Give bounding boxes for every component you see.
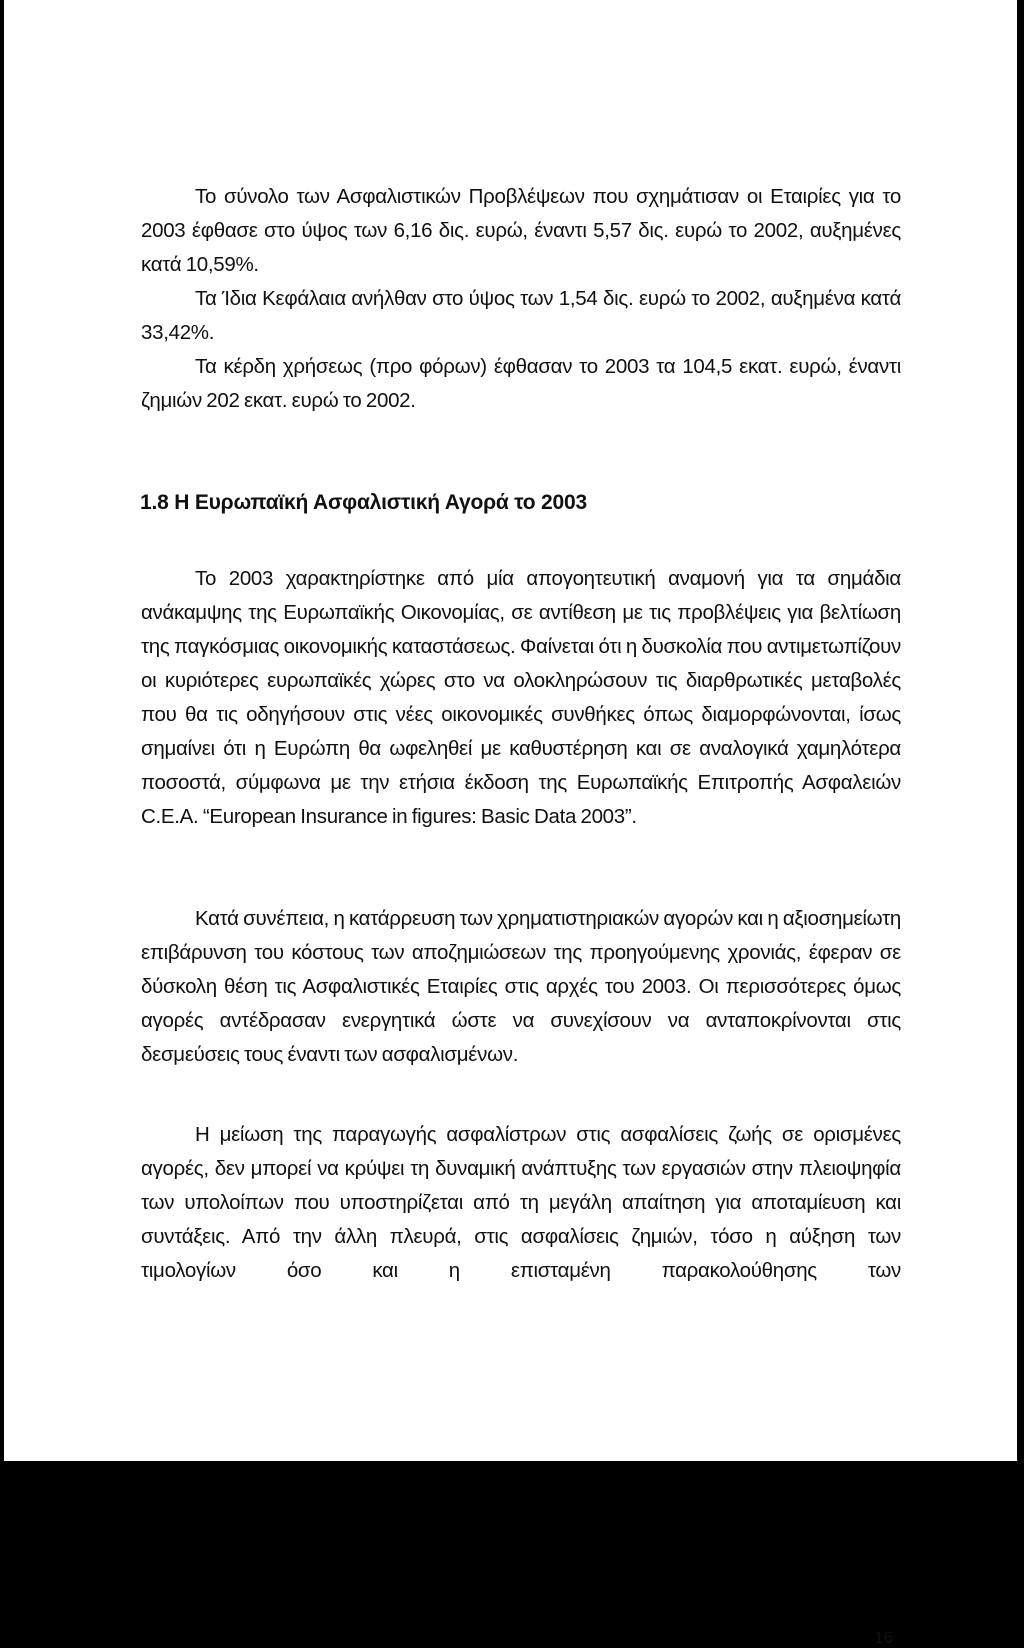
intro-block [141, 180, 901, 418]
section-paragraph-european-economy: Το 2003 χαρακτηρίστηκε από μία απογοητευτική αναμονή για τα σημάδια ανάκαμψης της Ευρωπαϊκής Οικονομίας, σε αντίθεση με τις προβλέψεις για βελτίωση της παγκόσμιας οικονομικής καταστάσεως. Φαίνεται ότι η δυσκολία που αντιμετωπίζουν οι κυριότερες ευρωπαϊκές χώρες στο να ολοκληρώσουν τις διαρθρωτικές μεταβολές που θα τις οδηγήσουν στις νέες οικονομικές συνθήκες όπως διαμορφώνονται, ίσως σημαίνει ότι η Ευρώπη θα ωφεληθεί με καθυστέρηση και σε αναλογικά χαμηλότερα ποσοστά, σύμφωνα με την ετήσια έκδοση της Ευρωπαϊκής Επιτροπής Ασφαλειών C.E.A. “European Insurance in figures: Basic Data 2003”. [141, 567, 901, 828]
section-heading: 1.8 Η Ευρωπαϊκή Ασφαλιστική Αγορά το 2003 [140, 491, 587, 514]
section-paragraph-3-block [141, 1118, 901, 1288]
document-page [4, 0, 1017, 1647]
section-paragraph-1-block [141, 562, 901, 834]
intro-paragraph-profits: Τα κέρδη χρήσεως (προ φόρων) έφθασαν το 2003 τα 104,5 εκατ. ευρώ, έναντι ζημιών 202 εκατ. ευρώ το 2002. [141, 355, 901, 412]
intro-paragraph-provisions: Το σύνολο των Ασφαλιστικών Προβλέψεων που σχημάτισαν οι Εταιρίες για το 2003 έφθασε στο ύψος των 6,16 δις. ευρώ, έναντι 5,57 δις. ευρώ το 2002, αυξημένες κατά 10,59%. [141, 185, 901, 276]
section-paragraph-life-insurance: Η μείωση της παραγωγής ασφαλίστρων στις ασφαλίσεις ζωής σε ορισμένες αγορές, δεν μπορεί να κρύψει τη δυναμική ανάπτυξης των εργασιών στην πλειοψηφία των υπολοίπων που υποστηρίζεται από τη μεγάλη απαίτηση για αποταμίευση και συντάξεις. Από την άλλη πλευρά, στις ασφαλίσεις ζημιών, τόσο η αύξηση των τιμολογίων όσο και η επισταμένη παρακολούθησης των [141, 1123, 901, 1282]
section-paragraph-market-collapse: Κατά συνέπεια, η κατάρρευση των χρηματιστηριακών αγορών και η αξιοσημείωτη επιβάρυνση του κόστους των αποζημιώσεων της προηγούμενης χρονιάς, έφεραν σε δύσκολη θέση τις Ασφαλιστικές Εταιρίες στις αρχές του 2003. Οι περισσότερες όμως αγορές αντέδρασαν ενεργητικά ώστε να συνεχίσουν να ανταποκρίνονται στις δεσμεύσεις τους έναντι των ασφαλισμένων. [141, 907, 901, 1066]
section-paragraph-2-block [141, 902, 901, 1072]
intro-paragraph-equity: Τα Ίδια Κεφάλαια ανήλθαν στο ύψος των 1,54 δις. ευρώ το 2002, αυξημένα κατά 33,42%. [141, 287, 901, 344]
page-number: 16 [874, 1628, 893, 1647]
